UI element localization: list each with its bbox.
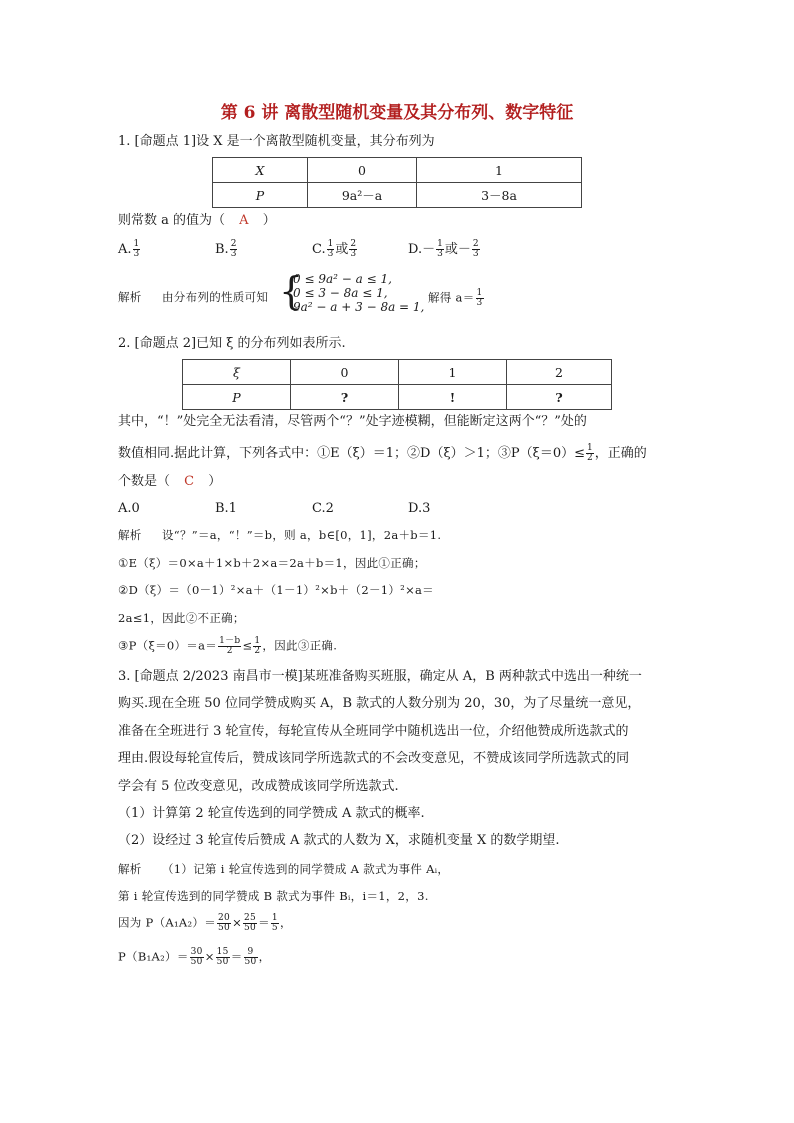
fraction bbox=[133, 240, 141, 259]
table-row bbox=[183, 360, 612, 385]
table-cell: 1 bbox=[399, 360, 507, 385]
numerator: 2 bbox=[350, 239, 357, 249]
denominator: 3 bbox=[230, 249, 237, 259]
table-cell: 0 bbox=[291, 360, 399, 385]
numerator: 30 bbox=[190, 947, 203, 957]
fraction bbox=[586, 444, 594, 463]
table-cell: ! bbox=[399, 385, 507, 410]
option-connector: 或－ bbox=[444, 242, 471, 257]
q3-solution-line: （1）记第 i 轮宣传选到的同学赞成 A 款式为事件 Aᵢ， bbox=[162, 862, 450, 876]
text-segment: ） bbox=[208, 474, 222, 489]
q1-close: ） bbox=[262, 213, 276, 228]
option-label: D.－ bbox=[408, 242, 436, 257]
table-cell: ξ bbox=[183, 360, 291, 385]
denominator: 2 bbox=[586, 453, 593, 463]
option-label: A. bbox=[118, 242, 132, 257]
numerator: 1 bbox=[133, 239, 140, 249]
table-row bbox=[213, 183, 582, 208]
equation-line: 0 ≤ 9a² − a ≤ 1, bbox=[293, 272, 392, 286]
fraction bbox=[476, 289, 484, 308]
fraction bbox=[349, 240, 357, 259]
numerator: 15 bbox=[216, 947, 229, 957]
q2-answer: C bbox=[184, 474, 195, 489]
text-segment: P（B₁A₂）＝ bbox=[118, 949, 189, 964]
numerator: 1 bbox=[476, 288, 483, 298]
q2-solution-line: 设“？”＝a，“！”＝b，则 a，b∈[0，1]，2a＋b＝1. bbox=[162, 528, 442, 542]
equation-line: 0 ≤ 3 − 8a ≤ 1, bbox=[293, 286, 388, 300]
table-cell: 9a²－a bbox=[308, 183, 417, 208]
denominator: 3 bbox=[327, 249, 334, 259]
fraction bbox=[217, 914, 231, 933]
table-cell: 1 bbox=[417, 158, 582, 183]
fraction bbox=[271, 914, 279, 933]
q1-option-c bbox=[312, 240, 358, 259]
option-label: C. bbox=[312, 242, 326, 257]
q2-solution-label: 解析 bbox=[118, 528, 142, 542]
fraction bbox=[436, 240, 444, 259]
q1-solution-label: 解析 bbox=[118, 290, 142, 304]
table-cell: P bbox=[183, 385, 291, 410]
fraction bbox=[253, 637, 261, 656]
fraction bbox=[243, 914, 257, 933]
numerator: 1 bbox=[254, 636, 261, 646]
q3-solution-label: 解析 bbox=[118, 862, 142, 876]
q3-solution-line: 第 i 轮宣传选到的同学赞成 B 款式为事件 Bᵢ，i＝1，2，3. bbox=[118, 889, 429, 903]
fraction bbox=[327, 240, 335, 259]
numerator: 1 bbox=[586, 443, 593, 453]
denominator: 3 bbox=[133, 249, 140, 259]
q2-solution-line: ①E（ξ）＝0×a＋1×b＋2×a＝2a＋b＝1，因此①正确； bbox=[118, 556, 426, 570]
text-segment: × bbox=[232, 915, 243, 930]
q2-option-b: B.1 bbox=[215, 501, 237, 516]
option-connector: 或 bbox=[335, 242, 349, 257]
denominator: 50 bbox=[190, 957, 203, 967]
text-segment: ＝ bbox=[230, 949, 243, 964]
numerator: 1 bbox=[327, 239, 334, 249]
q1-distribution-table bbox=[212, 157, 582, 208]
option-label: B. bbox=[215, 242, 229, 257]
numerator: 2 bbox=[472, 239, 479, 249]
fraction bbox=[218, 637, 241, 656]
denominator: 3 bbox=[472, 249, 479, 259]
denominator: 3 bbox=[437, 249, 443, 259]
text-segment: ，正确的 bbox=[594, 446, 647, 461]
q2-option-a: A.0 bbox=[118, 501, 140, 516]
text-segment: ＝ bbox=[258, 915, 270, 930]
table-cell: 2 bbox=[507, 360, 612, 385]
q3-line: 准备在全班进行 3 轮宣传，每轮宣传从全班同学中随机选出一位，介绍他赞成所选款式的 bbox=[118, 724, 629, 739]
text-segment: ③P（ξ＝0）＝a＝ bbox=[118, 638, 218, 653]
denominator: 3 bbox=[350, 249, 357, 259]
denominator: 2 bbox=[226, 646, 233, 656]
denominator: 2 bbox=[254, 646, 261, 656]
text-segment: ， bbox=[258, 949, 271, 964]
denominator: 50 bbox=[218, 923, 231, 933]
q2-line2 bbox=[118, 444, 647, 463]
result-text: 解得 a＝ bbox=[428, 290, 475, 305]
text-segment: 因为 P（A₁A₂）＝ bbox=[118, 915, 217, 930]
q1-ask-text: 则常数 a 的值为（ bbox=[118, 213, 226, 228]
q2-stem: 2. [命题点 2]已知 ξ 的分布列如表所示. bbox=[118, 336, 346, 351]
q3-line: 3. [命题点 2/2023 南昌市一模]某班准备购买班服，确定从 A，B 两种款式中选出一种统一 bbox=[118, 669, 642, 684]
text-segment: 个数是（ bbox=[118, 474, 171, 489]
fraction bbox=[244, 948, 258, 967]
fraction bbox=[472, 240, 480, 259]
q3-line: 理由.假设每轮宣传后，赞成该同学所选款式的不会改变意见，不赞成该同学所选款式的同 bbox=[118, 751, 630, 766]
q1-solution-text: 由分布列的性质可知 bbox=[162, 290, 269, 304]
equation-line: 9a² − a + 3 − 8a = 1, bbox=[293, 300, 425, 314]
table-row bbox=[183, 385, 612, 410]
text-segment: ≤ bbox=[242, 638, 253, 653]
text-segment: ，因此③正确. bbox=[262, 638, 338, 653]
q2-distribution-table bbox=[182, 359, 612, 410]
q3-line: 学会有 5 位改变意见，改成赞成该同学所选款式. bbox=[118, 779, 399, 794]
q1-stem: 1. [命题点 1]设 X 是一个离散型随机变量，其分布列为 bbox=[118, 134, 435, 149]
denominator: 50 bbox=[216, 957, 229, 967]
denominator: 50 bbox=[244, 957, 257, 967]
q1-option-b bbox=[215, 240, 238, 259]
page-title: 第 6 讲 离散型随机变量及其分布列、数字特征 bbox=[220, 103, 574, 123]
text-segment: ， bbox=[279, 915, 292, 930]
table-cell: X bbox=[213, 158, 308, 183]
q1-option-a bbox=[118, 240, 141, 259]
table-cell: P bbox=[213, 183, 308, 208]
q3-line: 购买.现在全班 50 位同学赞成购买 A，B 款式的人数分别为 20，30，为了尽量统一意见， bbox=[118, 696, 641, 711]
q2-option-d: D.3 bbox=[408, 501, 431, 516]
table-row bbox=[213, 158, 582, 183]
numerator: 20 bbox=[218, 913, 231, 923]
q1-option-d bbox=[408, 240, 481, 259]
fraction bbox=[230, 240, 238, 259]
table-cell: ? bbox=[291, 385, 399, 410]
q1-answer: A bbox=[239, 213, 249, 228]
q2-solution-line: 2a≤1，因此②不正确； bbox=[118, 611, 245, 625]
brace-icon: { bbox=[279, 269, 304, 313]
q3-part-2: （2）设经过 3 轮宣传后赞成 A 款式的人数为 X，求随机变量 X 的数学期望. bbox=[118, 833, 560, 848]
numerator: 1－b bbox=[219, 636, 241, 646]
denominator: 3 bbox=[476, 298, 483, 308]
q2-option-c: C.2 bbox=[312, 501, 334, 516]
q3-solution-line bbox=[118, 914, 292, 933]
text-segment: 数值相同.据此计算，下列各式中：①E（ξ）＝1；②D（ξ）＞1；③P（ξ＝0）≤ bbox=[118, 446, 585, 461]
table-cell: 3－8a bbox=[417, 183, 582, 208]
text-segment: × bbox=[204, 949, 215, 964]
q2-solution-line bbox=[118, 637, 337, 656]
q2-solution-line: ②D（ξ）＝（0－1）²×a＋（1－1）²×b＋（2－1）²×a＝ bbox=[118, 583, 434, 597]
numerator: 2 bbox=[230, 239, 237, 249]
q1-solution-result bbox=[428, 289, 485, 308]
numerator: 25 bbox=[244, 913, 257, 923]
q2-line1: 其中，“！”处完全无法看清，尽管两个“？”处字迹模糊，但能断定这两个“？”处的 bbox=[118, 414, 587, 429]
fraction bbox=[216, 948, 230, 967]
table-cell: ? bbox=[507, 385, 612, 410]
q3-solution-line bbox=[118, 948, 270, 967]
numerator: 1 bbox=[271, 913, 278, 923]
numerator: 1 bbox=[437, 239, 443, 249]
q1-equation-system bbox=[293, 272, 424, 314]
table-cell: 0 bbox=[308, 158, 417, 183]
q2-line3 bbox=[118, 474, 221, 490]
numerator: 9 bbox=[244, 948, 258, 958]
denominator: 5 bbox=[271, 923, 278, 933]
denominator: 50 bbox=[244, 923, 257, 933]
fraction bbox=[190, 948, 204, 967]
q1-ask bbox=[118, 213, 276, 229]
q3-part-1: （1）计算第 2 轮宣传选到的同学赞成 A 款式的概率. bbox=[118, 806, 425, 821]
